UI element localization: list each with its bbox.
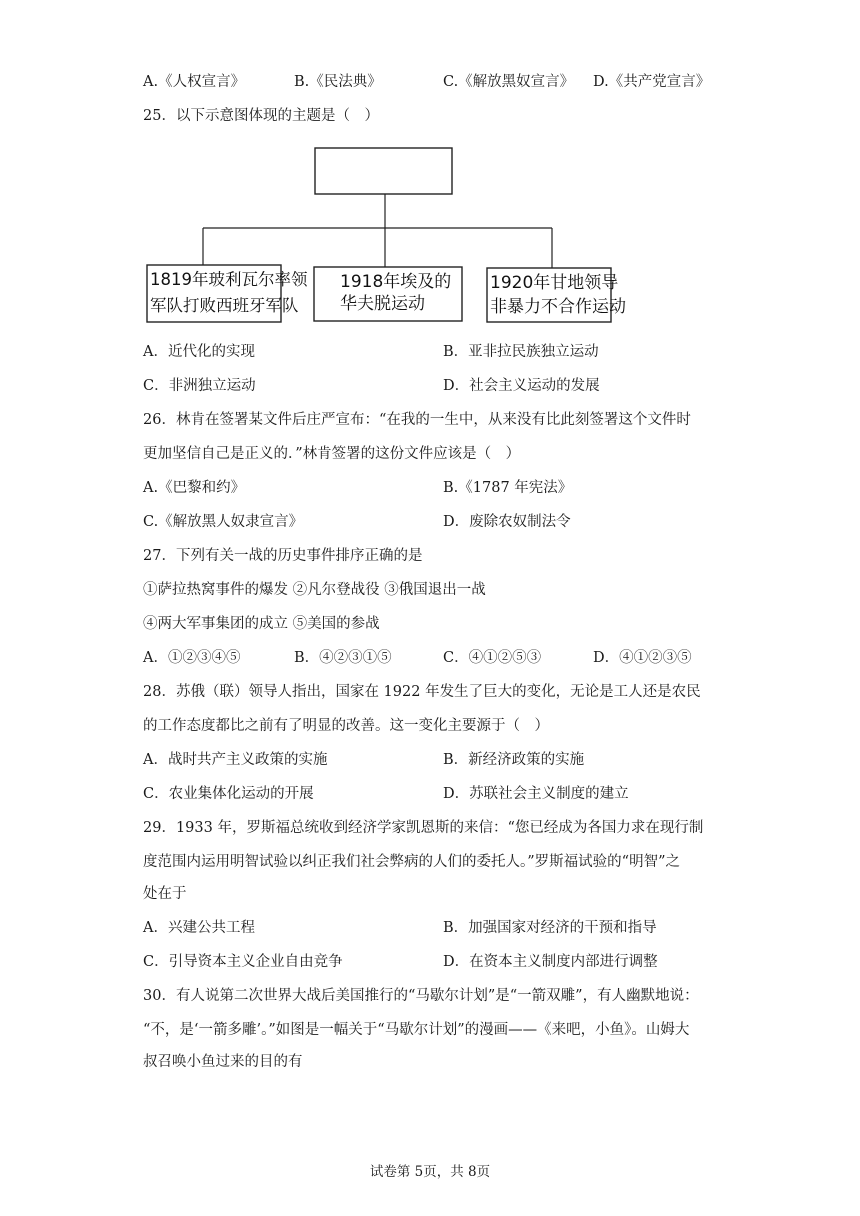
q27-option-b: B．④②③①⑤ [294,650,392,666]
q27-stem-line-1: 27．下列有关一战的历史事件排序正确的是 [143,548,423,564]
q30-stem-line-3: 叔召唤小鱼过来的目的有 [143,1054,303,1070]
q28-option-a: A．战时共产主义政策的实施 [143,752,328,768]
page-footer: 试卷第 5页，共 8页 [369,1164,491,1180]
q26-stem-line-2: 更加坚信自己是正义的．”林肯签署的这份文件应该是（ ） [143,446,521,462]
q29-stem-line-2: 度范围内运用明智试验以纠正我们社会弊病的人们的委托人。”罗斯福试验的“明智”之 [143,854,680,870]
q27-stem-line-3: ④两大军事集团的成立 ⑤美国的参战 [143,616,380,632]
q24-option-d: D.《共产党宣言》 [593,74,711,90]
q24-option-c: C.《解放黑奴宣言》 [443,74,575,90]
q27-option-a: A．①②③④⑤ [143,650,241,666]
q26-option-b: B.《1787 年宪法》 [443,480,573,496]
diagram-box-3-line-2: 非暴力不合作运动 [490,297,626,317]
q29-option-d: D．在资本主义制度内部进行调整 [443,954,658,970]
q26-option-a: A.《巴黎和约》 [143,480,246,496]
q25-option-d: D．社会主义运动的发展 [443,378,600,394]
q30-stem-line-2: “不，是‘一箭多雕’。”如图是一幅关于“马歇尔计划”的漫画——《来吧，小鱼》。山姆大 [143,1022,690,1038]
q26-option-c: C.《解放黑人奴隶宣言》 [143,514,304,530]
diagram-box-2-line-2: 华夫脱运动 [340,294,425,314]
q27-option-d: D．④①②③⑤ [593,650,692,666]
q26-option-d: D．废除农奴制法令 [443,514,571,530]
q25-option-a: A．近代化的实现 [143,344,255,360]
q25-option-b: B．亚非拉民族独立运动 [443,344,599,360]
diagram-box-2-line-1: 1918年埃及的 [340,272,452,292]
q26-stem-line-1: 26．林肯在签署某文件后庄严宣布：“在我的一生中，从来没有比此刻签署这个文件时 [143,412,691,428]
q29-stem-line-1: 29．1933 年，罗斯福总统收到经济学家凯恩斯的来信：“您已经成为各国力求在现行制 [143,820,704,836]
q28-option-b: B．新经济政策的实施 [443,752,585,768]
q29-option-c: C．引导资本主义企业自由竞争 [143,954,343,970]
diagram-box-1-line-2: 军队打败西班牙军队 [150,296,299,315]
q24-option-a: A.《人权宣言》 [143,74,246,90]
diagram-box-3-line-1: 1920年甘地领导 [490,273,619,293]
diagram-top-box [315,148,452,194]
q29-stem-line-3: 处在于 [143,886,187,902]
q27-stem-line-2: ①萨拉热窝事件的爆发 ②凡尔登战役 ③俄国退出一战 [143,582,486,598]
q28-option-c: C．农业集体化运动的开展 [143,786,314,802]
q27-option-c: C．④①②⑤③ [443,650,542,666]
q28-option-d: D．苏联社会主义制度的建立 [443,786,629,802]
q24-option-b: B.《民法典》 [294,74,382,90]
q25-stem: 25．以下示意图体现的主题是（ ） [143,108,379,124]
q28-stem-line-2: 的工作态度都比之前有了明显的改善。这一变化主要源于（ ） [143,718,549,734]
q30-stem-line-1: 30．有人说第二次世界大战后美国推行的“马歇尔计划”是“一箭双雕”，有人幽默地说： [143,988,699,1004]
diagram-box-1-line-1: 1819年玻利瓦尔率领 [150,270,308,289]
q29-option-b: B．加强国家对经济的干预和指导 [443,920,657,936]
q28-stem-line-1: 28．苏俄（联）领导人指出，国家在 1922 年发生了巨大的变化，无论是工人还是农民 [143,684,701,700]
q29-option-a: A．兴建公共工程 [143,920,255,936]
q25-option-c: C．非洲独立运动 [143,378,256,394]
